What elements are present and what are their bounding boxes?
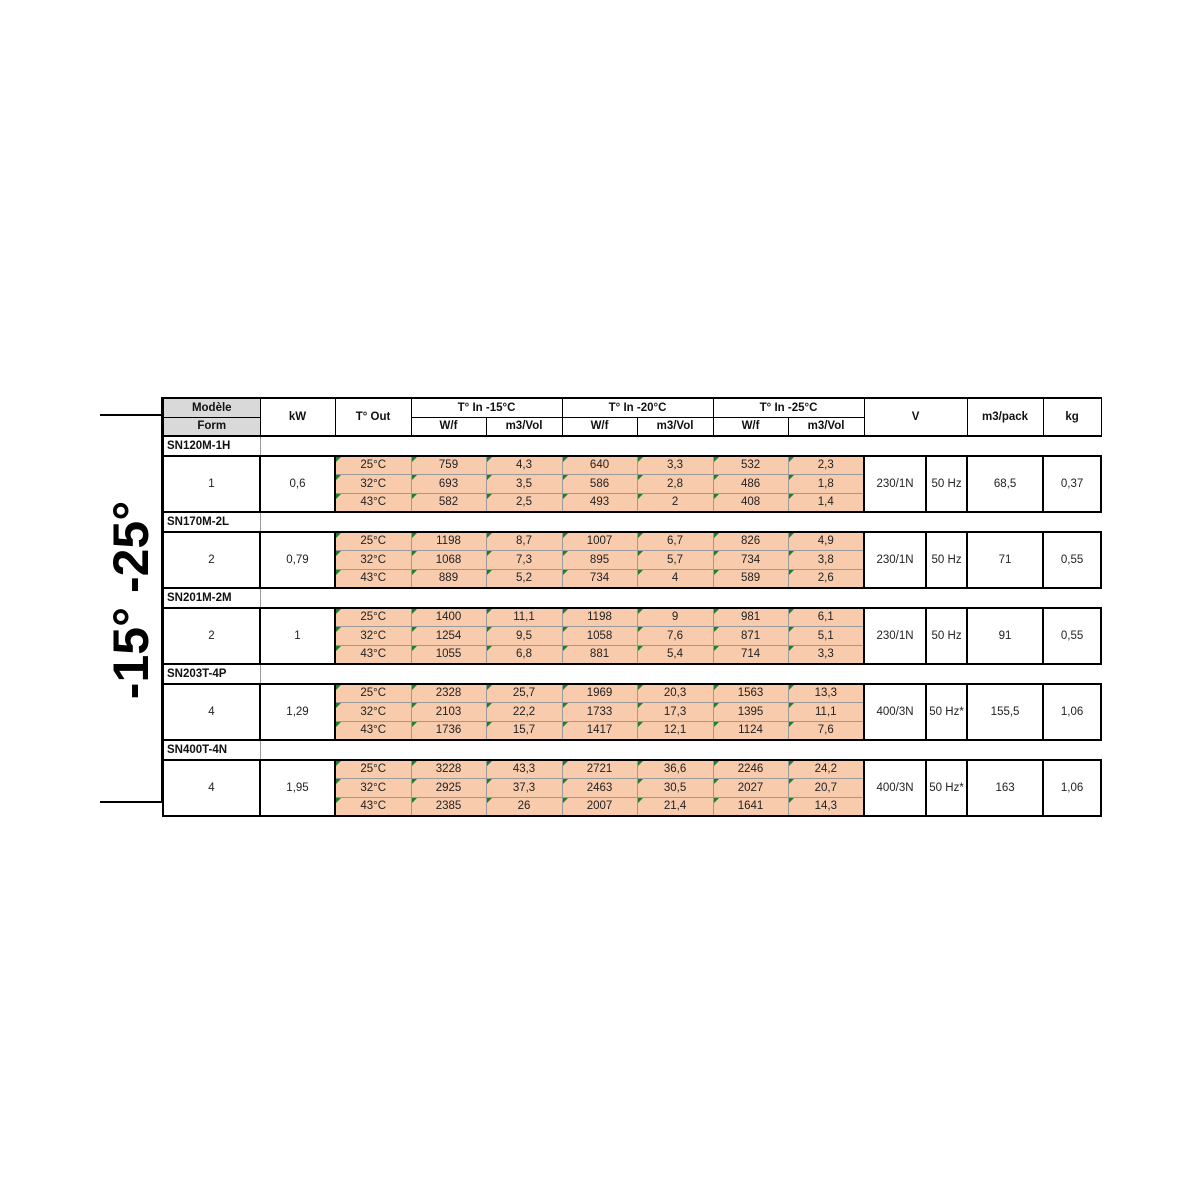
t-out-cell: 43°C xyxy=(335,721,411,740)
header-t-in-25: T° In -25°C xyxy=(713,398,864,417)
wf-25-cell: 1124 xyxy=(713,721,788,740)
m3vol-20-cell: 36,6 xyxy=(637,760,713,779)
side-title: -15° -25° xyxy=(103,500,159,700)
kg-value: 0,37 xyxy=(1043,456,1101,513)
kg-value: 0,55 xyxy=(1043,608,1101,665)
m3vol-20-cell: 4 xyxy=(637,569,713,588)
wf-15-cell: 1254 xyxy=(411,627,486,646)
m3vol-25-cell: 1,4 xyxy=(788,493,864,512)
m3vol-15-cell: 43,3 xyxy=(486,760,562,779)
m3vol-20-cell: 5,7 xyxy=(637,551,713,570)
t-out-cell: 43°C xyxy=(335,569,411,588)
kg-value: 0,55 xyxy=(1043,532,1101,589)
wf-25-cell: 486 xyxy=(713,475,788,494)
m3vol-15-cell: 26 xyxy=(486,797,562,816)
m3vol-15-cell: 5,2 xyxy=(486,569,562,588)
wf-15-cell: 3228 xyxy=(411,760,486,779)
m3vol-25-cell: 3,3 xyxy=(788,645,864,664)
wf-25-cell: 826 xyxy=(713,532,788,551)
wf-25-cell: 2027 xyxy=(713,779,788,798)
m3vol-15-cell: 15,7 xyxy=(486,721,562,740)
header-wf-20: W/f xyxy=(562,417,637,436)
wf-15-cell: 1400 xyxy=(411,608,486,627)
m3vol-25-cell: 14,3 xyxy=(788,797,864,816)
wf-15-cell: 889 xyxy=(411,569,486,588)
wf-15-cell: 693 xyxy=(411,475,486,494)
t-out-cell: 43°C xyxy=(335,797,411,816)
m3vol-25-cell: 13,3 xyxy=(788,684,864,703)
model-name: SN170M-2L xyxy=(163,512,260,532)
m3vol-15-cell: 11,1 xyxy=(486,608,562,627)
m3vol-20-cell: 2,8 xyxy=(637,475,713,494)
m3vol-15-cell: 3,5 xyxy=(486,475,562,494)
wf-25-cell: 2246 xyxy=(713,760,788,779)
wf-25-cell: 1641 xyxy=(713,797,788,816)
m3vol-15-cell: 4,3 xyxy=(486,456,562,475)
frequency-value: 50 Hz xyxy=(926,608,967,665)
model-row-spacer xyxy=(260,664,1101,684)
kw-value: 1,29 xyxy=(260,684,335,741)
m3vol-25-cell: 6,1 xyxy=(788,608,864,627)
header-wf-25: W/f xyxy=(713,417,788,436)
form-value: 4 xyxy=(163,684,260,741)
model-row xyxy=(163,588,1101,608)
wf-25-cell: 714 xyxy=(713,645,788,664)
kw-value: 1,95 xyxy=(260,760,335,817)
wf-20-cell: 895 xyxy=(562,551,637,570)
m3vol-25-cell: 1,8 xyxy=(788,475,864,494)
model-row-spacer xyxy=(260,740,1101,760)
wf-20-cell: 734 xyxy=(562,569,637,588)
header-kg: kg xyxy=(1043,398,1101,436)
m3vol-20-cell: 5,4 xyxy=(637,645,713,664)
spec-table-body xyxy=(163,436,1101,816)
m3-pack-value: 163 xyxy=(967,760,1043,817)
m3vol-20-cell: 20,3 xyxy=(637,684,713,703)
t-out-cell: 43°C xyxy=(335,645,411,664)
model-name: SN400T-4N xyxy=(163,740,260,760)
t-out-cell: 25°C xyxy=(335,760,411,779)
data-row xyxy=(163,684,1101,703)
model-row xyxy=(163,740,1101,760)
m3vol-15-cell: 6,8 xyxy=(486,645,562,664)
m3vol-15-cell: 2,5 xyxy=(486,493,562,512)
m3vol-25-cell: 7,6 xyxy=(788,721,864,740)
wf-15-cell: 1736 xyxy=(411,721,486,740)
m3vol-20-cell: 30,5 xyxy=(637,779,713,798)
header-v: V xyxy=(864,398,967,436)
m3vol-20-cell: 17,3 xyxy=(637,703,713,722)
side-title-area xyxy=(100,397,162,803)
m3vol-20-cell: 3,3 xyxy=(637,456,713,475)
wf-15-cell: 2925 xyxy=(411,779,486,798)
kw-value: 0,79 xyxy=(260,532,335,589)
m3vol-25-cell: 4,9 xyxy=(788,532,864,551)
wf-20-cell: 1969 xyxy=(562,684,637,703)
form-value: 2 xyxy=(163,608,260,665)
data-row xyxy=(163,456,1101,475)
m3vol-25-cell: 24,2 xyxy=(788,760,864,779)
t-out-cell: 25°C xyxy=(335,684,411,703)
header-m3vol-20: m3/Vol xyxy=(637,417,713,436)
wf-25-cell: 589 xyxy=(713,569,788,588)
wf-20-cell: 586 xyxy=(562,475,637,494)
m3vol-25-cell: 3,8 xyxy=(788,551,864,570)
t-out-cell: 25°C xyxy=(335,532,411,551)
model-row-spacer xyxy=(260,436,1101,456)
wf-25-cell: 871 xyxy=(713,627,788,646)
t-out-cell: 25°C xyxy=(335,456,411,475)
model-row-spacer xyxy=(260,512,1101,532)
header-kw: kW xyxy=(260,398,335,436)
model-name: SN201M-2M xyxy=(163,588,260,608)
header-t-in-15: T° In -15°C xyxy=(411,398,562,417)
wf-25-cell: 1395 xyxy=(713,703,788,722)
header-t-out: T° Out xyxy=(335,398,411,436)
voltage-value: 400/3N xyxy=(864,760,926,817)
kg-value: 1,06 xyxy=(1043,684,1101,741)
header-t-in-20: T° In -20°C xyxy=(562,398,713,417)
t-out-cell: 32°C xyxy=(335,779,411,798)
header-m3vol-15: m3/Vol xyxy=(486,417,562,436)
m3vol-15-cell: 9,5 xyxy=(486,627,562,646)
wf-15-cell: 1198 xyxy=(411,532,486,551)
header-m3vol-25: m3/Vol xyxy=(788,417,864,436)
kg-value: 1,06 xyxy=(1043,760,1101,817)
wf-20-cell: 881 xyxy=(562,645,637,664)
m3-pack-value: 68,5 xyxy=(967,456,1043,513)
wf-20-cell: 2007 xyxy=(562,797,637,816)
t-out-cell: 32°C xyxy=(335,703,411,722)
frequency-value: 50 Hz xyxy=(926,532,967,589)
form-value: 2 xyxy=(163,532,260,589)
voltage-value: 400/3N xyxy=(864,684,926,741)
wf-20-cell: 1007 xyxy=(562,532,637,551)
m3vol-15-cell: 37,3 xyxy=(486,779,562,798)
m3-pack-value: 91 xyxy=(967,608,1043,665)
t-out-cell: 43°C xyxy=(335,493,411,512)
m3vol-15-cell: 22,2 xyxy=(486,703,562,722)
wf-25-cell: 1563 xyxy=(713,684,788,703)
m3vol-15-cell: 25,7 xyxy=(486,684,562,703)
form-value: 4 xyxy=(163,760,260,817)
wf-15-cell: 1068 xyxy=(411,551,486,570)
wf-20-cell: 2463 xyxy=(562,779,637,798)
m3vol-25-cell: 11,1 xyxy=(788,703,864,722)
m3vol-15-cell: 7,3 xyxy=(486,551,562,570)
data-row xyxy=(163,760,1101,779)
m3vol-25-cell: 5,1 xyxy=(788,627,864,646)
m3vol-25-cell: 2,3 xyxy=(788,456,864,475)
wf-20-cell: 1417 xyxy=(562,721,637,740)
m3vol-20-cell: 2 xyxy=(637,493,713,512)
wf-15-cell: 2385 xyxy=(411,797,486,816)
spec-table xyxy=(162,397,1102,817)
voltage-value: 230/1N xyxy=(864,532,926,589)
wf-20-cell: 1733 xyxy=(562,703,637,722)
m3vol-20-cell: 9 xyxy=(637,608,713,627)
wf-25-cell: 734 xyxy=(713,551,788,570)
wf-25-cell: 408 xyxy=(713,493,788,512)
wf-20-cell: 2721 xyxy=(562,760,637,779)
model-row xyxy=(163,664,1101,684)
wf-15-cell: 2328 xyxy=(411,684,486,703)
wf-20-cell: 640 xyxy=(562,456,637,475)
header-modele: Modèle xyxy=(163,398,260,417)
frequency-value: 50 Hz* xyxy=(926,684,967,741)
header-wf-15: W/f xyxy=(411,417,486,436)
t-out-cell: 32°C xyxy=(335,551,411,570)
m3vol-20-cell: 21,4 xyxy=(637,797,713,816)
frequency-value: 50 Hz* xyxy=(926,760,967,817)
wf-15-cell: 1055 xyxy=(411,645,486,664)
m3-pack-value: 155,5 xyxy=(967,684,1043,741)
data-row xyxy=(163,608,1101,627)
m3vol-20-cell: 7,6 xyxy=(637,627,713,646)
wf-25-cell: 532 xyxy=(713,456,788,475)
t-out-cell: 32°C xyxy=(335,475,411,494)
header-form: Form xyxy=(163,417,260,436)
m3-pack-value: 71 xyxy=(967,532,1043,589)
frequency-value: 50 Hz xyxy=(926,456,967,513)
m3vol-20-cell: 12,1 xyxy=(637,721,713,740)
kw-value: 0,6 xyxy=(260,456,335,513)
data-row xyxy=(163,532,1101,551)
kw-value: 1 xyxy=(260,608,335,665)
wf-20-cell: 1198 xyxy=(562,608,637,627)
wf-15-cell: 759 xyxy=(411,456,486,475)
m3vol-25-cell: 20,7 xyxy=(788,779,864,798)
model-name: SN120M-1H xyxy=(163,436,260,456)
m3vol-20-cell: 6,7 xyxy=(637,532,713,551)
wf-15-cell: 582 xyxy=(411,493,486,512)
t-out-cell: 32°C xyxy=(335,627,411,646)
model-row-spacer xyxy=(260,588,1101,608)
wf-25-cell: 981 xyxy=(713,608,788,627)
wf-15-cell: 2103 xyxy=(411,703,486,722)
wf-20-cell: 1058 xyxy=(562,627,637,646)
model-row xyxy=(163,512,1101,532)
model-name: SN203T-4P xyxy=(163,664,260,684)
header-m3-pack: m3/pack xyxy=(967,398,1043,436)
voltage-value: 230/1N xyxy=(864,608,926,665)
m3vol-15-cell: 8,7 xyxy=(486,532,562,551)
header-row-1 xyxy=(163,398,1101,417)
voltage-value: 230/1N xyxy=(864,456,926,513)
m3vol-25-cell: 2,6 xyxy=(788,569,864,588)
wf-20-cell: 493 xyxy=(562,493,637,512)
t-out-cell: 25°C xyxy=(335,608,411,627)
form-value: 1 xyxy=(163,456,260,513)
model-row xyxy=(163,436,1101,456)
